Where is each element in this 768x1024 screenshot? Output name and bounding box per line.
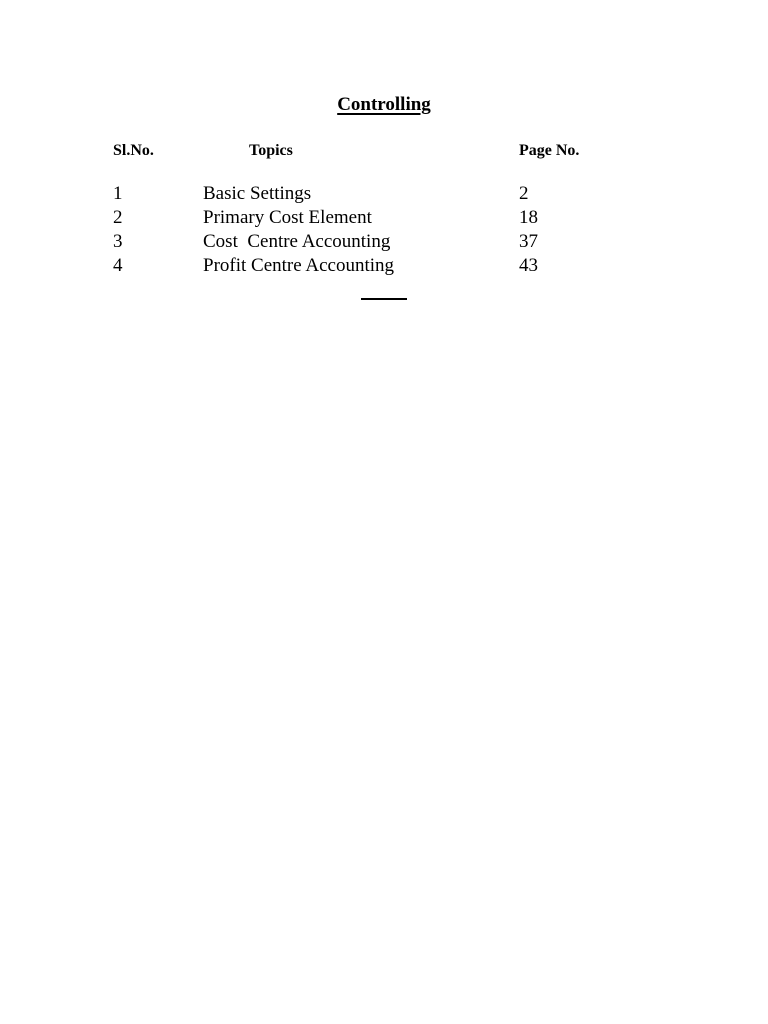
table-header [0, 142, 768, 162]
toc-slno: 1 [113, 183, 123, 204]
header-page-no: Page No. [519, 142, 580, 159]
toc-slno: 4 [113, 255, 123, 276]
toc-row [0, 230, 768, 254]
page-title: Controlling [337, 94, 431, 115]
toc-page: 18 [519, 207, 538, 228]
toc-row [0, 182, 768, 206]
toc-page: 37 [519, 231, 538, 252]
toc-topic: Profit Centre Accounting [203, 255, 395, 276]
header-topics: Topics [249, 142, 293, 159]
toc-slno: 3 [113, 231, 123, 252]
toc-topic: Basic Settings [203, 183, 312, 204]
toc-page: 43 [519, 255, 538, 276]
toc-page: 2 [519, 183, 529, 204]
toc-topic: Cost Centre Accounting [203, 231, 391, 252]
end-divider [361, 298, 407, 300]
toc-list [0, 182, 768, 278]
toc-row [0, 254, 768, 278]
header-slno: Sl.No. [113, 142, 154, 159]
toc-slno: 2 [113, 207, 123, 228]
toc-topic: Primary Cost Element [203, 207, 372, 228]
toc-row [0, 206, 768, 230]
